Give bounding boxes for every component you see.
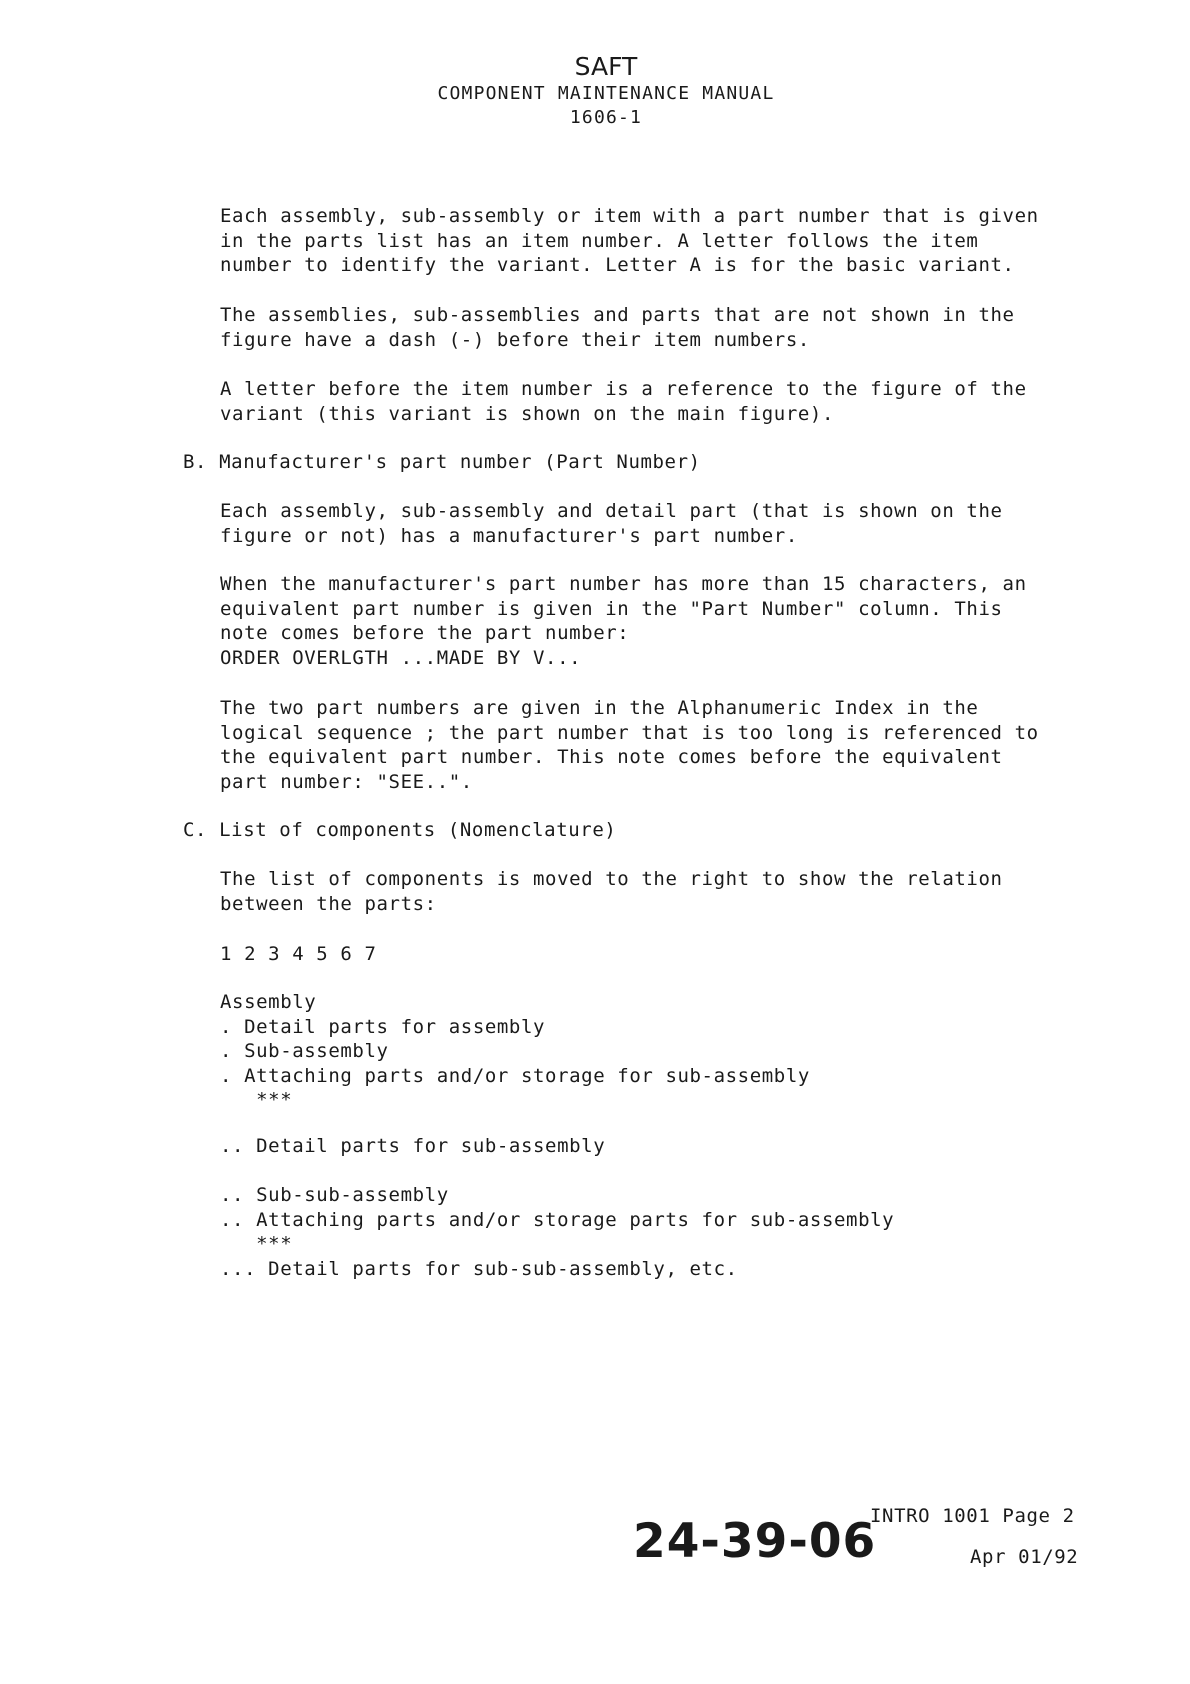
document-number: 1606-1 <box>569 107 643 128</box>
component-tree-assembly: Assembly . Detail parts for assembly . Sub-assembly . Attaching parts and/or storage for sub-assembly *** <box>220 991 810 1111</box>
paragraph-variant-letter: A letter before the item number is a reference to the figure of the variant (this variant is shown on the main figure). <box>220 378 1027 425</box>
revision-date: Apr 01/92 <box>970 1546 1079 1568</box>
manual-title: COMPONENT MAINTENANCE MANUAL <box>437 83 775 104</box>
section-heading-part-number: B. Manufacturer's part number (Part Number) <box>183 451 701 473</box>
page-header <box>0 52 1190 130</box>
paragraph-equivalent-part: When the manufacturer's part number has more than 15 characters, an equivalent part number is given in the "Part Number" column. This note comes before the part number: ORDER OVERLGTH ...MADE BY V... <box>220 573 1027 669</box>
paragraph-part-number: Each assembly, sub-assembly and detail part (that is shown on the figure or not) has a manufacturer's part number. <box>220 500 1003 547</box>
company-name: SAFT <box>574 52 638 81</box>
paragraph-item-number: Each assembly, sub-assembly or item with a part number that is given in the parts list has an item number. A letter follows the item number to identify the variant. Letter A is for the basic variant. <box>220 205 1039 276</box>
page-reference: INTRO 1001 Page 2 <box>870 1505 1075 1527</box>
component-tree-subassembly: .. Detail parts for sub-assembly <box>220 1135 606 1157</box>
section-heading-nomenclature: C. List of components (Nomenclature) <box>183 819 617 841</box>
paragraph-dash-note: The assemblies, sub-assemblies and parts that are not shown in the figure have a dash (-) before their item numbers. <box>220 304 1015 351</box>
paragraph-alphanumeric-index: The two part numbers are given in the Alphanumeric Index in the logical sequence ; the part number that is too long is referenced to the equivalent part number. This note comes before the equivalent part number: "SEE..". <box>220 697 1039 793</box>
paragraph-list-relation: The list of components is moved to the right to show the relation between the parts: <box>220 868 1003 915</box>
chapter-code: 24-39-06 <box>633 1514 877 1569</box>
component-tree-subsubassembly: .. Sub-sub-assembly .. Attaching parts and/or storage parts for sub-assembly *** ... Detail parts for sub-sub-assembly, etc. <box>220 1184 895 1280</box>
indent-levels: 1 2 3 4 5 6 7 <box>220 943 377 965</box>
